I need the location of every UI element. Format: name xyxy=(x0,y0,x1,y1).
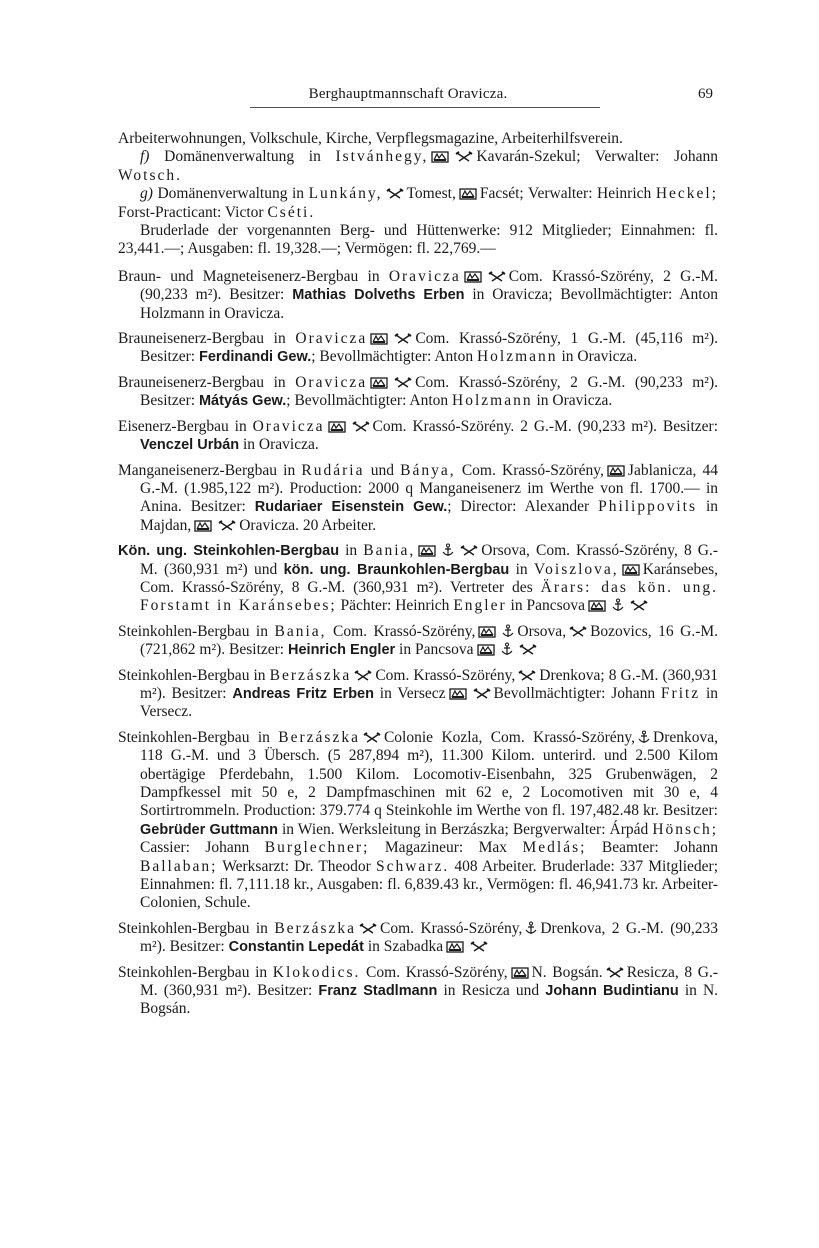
entry-text: in Versecz. xyxy=(140,684,719,721)
page-number: 69 xyxy=(698,86,713,102)
entry-text: Brauneisenerz-Bergbau in xyxy=(118,373,286,391)
entry-text: in Pancsova xyxy=(399,641,474,659)
hammers-icon xyxy=(455,151,473,163)
hammers-icon xyxy=(470,941,488,953)
intro-text: Facsét; Verwalter: Heinrich xyxy=(479,185,652,203)
entry-text: Manganeisenerz-Bergbau in xyxy=(118,461,296,479)
entry-text: in N. Bogsán. xyxy=(140,982,719,1018)
place-name: Voiszlova, xyxy=(533,560,619,578)
body-text xyxy=(118,130,718,1026)
person-name: Cséti. xyxy=(267,203,316,221)
owner-name: Heinrich Engler xyxy=(288,642,396,659)
entry-text: Cassier: Johann xyxy=(140,839,250,857)
hammers-icon xyxy=(363,732,381,744)
entry-text: in xyxy=(345,542,358,560)
hammers-icon xyxy=(394,333,412,345)
entry-text: Steinkohlen-Bergbau in xyxy=(118,919,268,937)
entry-text: in Versecz xyxy=(379,684,446,702)
entry-text: Orsova, xyxy=(517,622,567,640)
entry-text: ; Bevollmächtigter: Anton xyxy=(286,392,449,410)
mine-entry xyxy=(118,330,718,367)
intro-text: Arbeiterwohnungen, Volkschule, Kirche, Verpflegsmagazine, Arbeiterhilfsverein. xyxy=(118,130,623,147)
place-name: Berzászka xyxy=(278,728,360,746)
running-title: Berghauptmannschaft Oravicza. xyxy=(308,86,508,102)
intro-paragraph xyxy=(118,130,718,148)
place-name: Lunkány, xyxy=(308,185,383,203)
place-name: Istvánhegy, xyxy=(335,148,429,166)
place-name: Bania, xyxy=(274,622,327,640)
entry-text: in Wien. Werksleitung in Berzászka; Bergverwalter: Árpád xyxy=(281,820,649,838)
entry-text: Steinkohlen-Bergbau in xyxy=(118,666,266,684)
page-header xyxy=(103,86,713,106)
person-name: Hönsch; xyxy=(652,820,719,838)
mine-entry xyxy=(118,542,718,616)
intro-text: Domänenverwaltung in xyxy=(164,148,321,166)
item-label: f) xyxy=(140,148,150,166)
entry-text: Drenkova; 8 G.-M. (360,931 m²). Besitzer: xyxy=(140,666,719,702)
intro-text: Kavarán-Szekul; Verwalter: Johann xyxy=(476,148,719,166)
person-name: Medlás; xyxy=(522,839,587,857)
owner-name: Constantin Lepedát xyxy=(228,939,364,956)
mine-symbol-icon xyxy=(607,465,625,477)
person-name: Ballaban; xyxy=(140,857,218,875)
entry-text: Com. Krassó-Szörény, xyxy=(333,622,476,640)
place-name: Rudária xyxy=(301,461,365,479)
place-name: Oravicza xyxy=(295,373,368,391)
mine-symbol-icon xyxy=(370,333,388,345)
entry-text: in Resicza und xyxy=(443,982,540,1000)
intro-g-paragraph xyxy=(118,185,718,222)
entry-text: in Pancsova xyxy=(510,597,585,615)
entry-text: Colonie Kozla, Com. Krassó-Szörény, xyxy=(383,728,635,746)
mine-symbol-icon xyxy=(588,600,606,612)
owner-name: Mátyás Gew. xyxy=(198,393,287,410)
hammers-icon xyxy=(630,600,648,612)
mine-symbol-icon xyxy=(459,188,477,200)
mine-symbol-icon xyxy=(464,271,482,283)
intro-text: Tomest, xyxy=(406,185,456,203)
mine-entry xyxy=(118,667,718,722)
entry-text: Steinkohlen-Bergbau in xyxy=(118,963,268,981)
entry-text: Com. Krassó-Szörény, xyxy=(375,666,516,684)
person-name: Philippovits xyxy=(598,498,698,516)
anchor-icon xyxy=(638,730,650,744)
entry-text: Ärars: das kön. ung. Forstamt in Karánsebes; xyxy=(140,578,718,615)
entry-text: in Oravicza. xyxy=(243,436,319,454)
intro-text: Forst-Practicant: Victor xyxy=(118,203,264,221)
mine-symbol-icon xyxy=(194,520,212,532)
person-name: Burglechner; xyxy=(264,839,370,857)
header-rule xyxy=(250,107,600,108)
owner-name: Andreas Fritz Erben xyxy=(232,685,374,702)
owner-name: Gebrüder Guttmann xyxy=(140,821,278,838)
place-name: Berzászka xyxy=(274,919,357,937)
person-name: Wotsch. xyxy=(118,166,182,184)
person-name: Heckel; xyxy=(655,185,719,203)
entry-text: Jablanicza, 44 G.-M. (1.985,122 m²). Production: 2000 q Manganeisenerz im Werthe von fl. 1700.— in Anina. Besitzer: xyxy=(140,461,719,516)
entry-text: Steinkohlen-Bergbau in xyxy=(118,728,270,746)
entry-text: Com. Krassó-Szörény, xyxy=(461,461,604,479)
entry-text: N. Bogsán. xyxy=(531,963,603,981)
anchor-icon xyxy=(525,921,537,935)
mine-entry xyxy=(118,374,718,411)
entry-text: Oravicza. 20 Arbeiter. xyxy=(239,516,377,534)
entry-text: Com. Krassó-Szörény. 2 G.-M. (90,233 m²). Besitzer: xyxy=(372,417,718,435)
entry-text: Braun- und Magneteisenerz-Bergbau in xyxy=(118,267,380,285)
entry-text: Eisenerz-Bergbau in xyxy=(118,417,247,435)
entry-text: Com. Krassó-Szörény, 2 G.-M. (90,233 m²). Besitzer: xyxy=(140,373,718,410)
hammers-icon xyxy=(569,626,587,638)
intro-text: Domänenverwaltung in xyxy=(157,185,305,203)
entry-text: in xyxy=(515,560,528,578)
entry-text: ; Bevollmächtigter: Anton xyxy=(311,348,474,366)
entry-text: Bozovics, 16 G.-M. (721,862 m²). Besitzer: xyxy=(140,622,719,659)
mine-symbol-icon xyxy=(478,626,496,638)
entry-text: 408 Arbeiter. Bruderlade: 337 Mitglieder; Einnahmen: fl. 7,111.18 kr., Ausgaben: fl. 6,839.43 kr., Vermögen: fl. 46,941.73 kr. Arbeiter-Colonien, Schule. xyxy=(140,857,719,912)
owner-name: Franz Stadlmann xyxy=(318,983,438,1000)
mine-entry xyxy=(118,268,718,323)
mine-entry xyxy=(118,462,718,536)
place-name: Klokodics. xyxy=(272,963,361,981)
mine-entry xyxy=(118,623,718,660)
hammers-icon xyxy=(218,520,236,532)
person-name: Holzmann xyxy=(476,348,558,366)
mine-symbol-icon xyxy=(477,644,495,656)
item-label: g) xyxy=(140,185,153,203)
hammers-icon xyxy=(606,967,624,979)
entry-text: Beamter: Johann xyxy=(601,839,719,857)
entry-text: Brauneisenerz-Bergbau in xyxy=(118,330,286,348)
hammers-icon xyxy=(352,421,370,433)
mine-entry xyxy=(118,964,718,1019)
mine-symbol-icon xyxy=(328,421,346,433)
entry-text: Com. Krassó-Szörény, 1 G.-M. (45,116 m²). Besitzer: xyxy=(140,330,718,366)
entry-text: ; Director: Alexander xyxy=(447,498,590,516)
entry-text: in Oravicza; Bevollmächtigter: Anton Holzmann in Oravicza. xyxy=(140,286,719,322)
owner-name: Mathias Dolveths Erben xyxy=(292,287,465,304)
place-name: Berzászka xyxy=(269,666,352,684)
hammers-icon xyxy=(519,644,537,656)
owner-name: Johann Budintianu xyxy=(545,983,679,1000)
entry-text: in Szabadka xyxy=(367,938,444,956)
mine-symbol-icon xyxy=(446,941,464,953)
hammers-icon xyxy=(460,545,478,557)
hammers-icon xyxy=(518,670,536,682)
person-name: Engler xyxy=(453,597,507,615)
entry-text: Orsova, Com. Krassó-Szörény, 8 G.-M. (360,931 m²) und xyxy=(140,542,719,578)
entry-text: in Oravicza. xyxy=(536,392,613,410)
anchor-icon xyxy=(502,624,514,638)
hammers-icon xyxy=(473,688,491,700)
hammers-icon xyxy=(359,923,377,935)
owner-name: Ferdinandi Gew. xyxy=(198,349,312,366)
entry-text: Drenkova, 2 G.-M. (90,233 m²). Besitzer: xyxy=(140,919,719,956)
entry-text: Resicza, 8 G.-M. (360,931 m²). Besitzer: xyxy=(140,963,719,1000)
owner-name: Venczel Urbán xyxy=(140,437,240,454)
hammers-icon xyxy=(394,377,412,389)
place-name: Oravicza xyxy=(252,417,325,435)
anchor-icon xyxy=(612,598,624,612)
intro-text: Bruderlade der vorgenannten Berg- und Hüttenwerke: 912 Mitglieder; Einnahmen: fl. 23,441.—; Ausgaben: fl. 19,328.—; Vermögen: fl. 22,769.— xyxy=(118,222,718,258)
place-name: Oravicza xyxy=(388,267,461,285)
place-name: Bánya, xyxy=(400,461,456,479)
entry-text: Magazineur: Max xyxy=(384,839,508,857)
entry-text: Com. Krassó-Szörény, 2 G.-M. (90,233 m²). Besitzer: xyxy=(140,267,719,304)
entry-text: Com. Krassó-Szörény, xyxy=(380,919,523,937)
owner-name: Rudariaer Eisenstein Gew. xyxy=(254,499,448,516)
anchor-icon xyxy=(501,642,513,656)
person-name: Fritz xyxy=(660,684,701,702)
mine-symbol-icon xyxy=(418,545,436,557)
mine-symbol-icon xyxy=(449,688,467,700)
mine-entry xyxy=(118,729,718,913)
hammers-icon xyxy=(354,670,372,682)
anchor-icon xyxy=(442,543,454,557)
entry-text: Karánsebes, Com. Krassó-Szörény, 8 G.-M. (360,931 m²). Vertreter des xyxy=(140,560,719,596)
hammers-icon xyxy=(488,271,506,283)
entry-text: in Oravicza. xyxy=(561,348,638,366)
entry-text: Bevollmächtigter: Johann xyxy=(493,684,656,702)
entry-text: Com. Krassó-Szörény, xyxy=(366,963,508,981)
entry-text: Werksarzt: Dr. Theodor xyxy=(222,857,371,875)
place-name: Oravicza xyxy=(295,330,368,348)
entry-text: Pächter: Heinrich xyxy=(340,597,450,615)
entry-text: Steinkohlen-Bergbau in xyxy=(118,622,268,640)
mine-symbol-icon xyxy=(370,377,388,389)
mine-symbol-icon xyxy=(511,967,529,979)
place-name: Bania, xyxy=(363,542,416,560)
intro-bruderlade-paragraph xyxy=(118,222,718,259)
person-name: Schwarz. xyxy=(375,857,450,875)
entry-text: und xyxy=(370,461,394,479)
owner-name: kön. ung. Braunkohlen-Bergbau xyxy=(283,561,510,578)
mine-symbol-icon xyxy=(431,151,449,163)
intro-f-paragraph xyxy=(118,148,718,185)
entry-text: Drenkova, 118 G.-M. und 3 Übersch. (5 287,894 m²), 11.300 Kilom. unterird. und 2.500 Kilom obertägige Pferdebahn, 1.500 Kilom. Locomotiv-Eisenbahn, 325 Grubenwägen, 2 Dampfkessel mit 50 e, 2 Dampfmaschinen mit 62 e, 2 Locomotiven mit 30 e, 4 Sortirtrommeln. Production: 379.774 q Steinkohle im Werthe von fl. 197,482.48 kr. Besitzer: xyxy=(140,728,718,820)
mine-symbol-icon xyxy=(622,564,640,576)
mine-entry xyxy=(118,920,718,957)
entry-text: in Majdan, xyxy=(140,498,719,534)
person-name: Holzmann xyxy=(452,392,533,410)
mine-entry xyxy=(118,418,718,455)
owner-name: Kön. ung. Steinkohlen-Bergbau xyxy=(118,543,340,560)
hammers-icon xyxy=(386,188,404,200)
